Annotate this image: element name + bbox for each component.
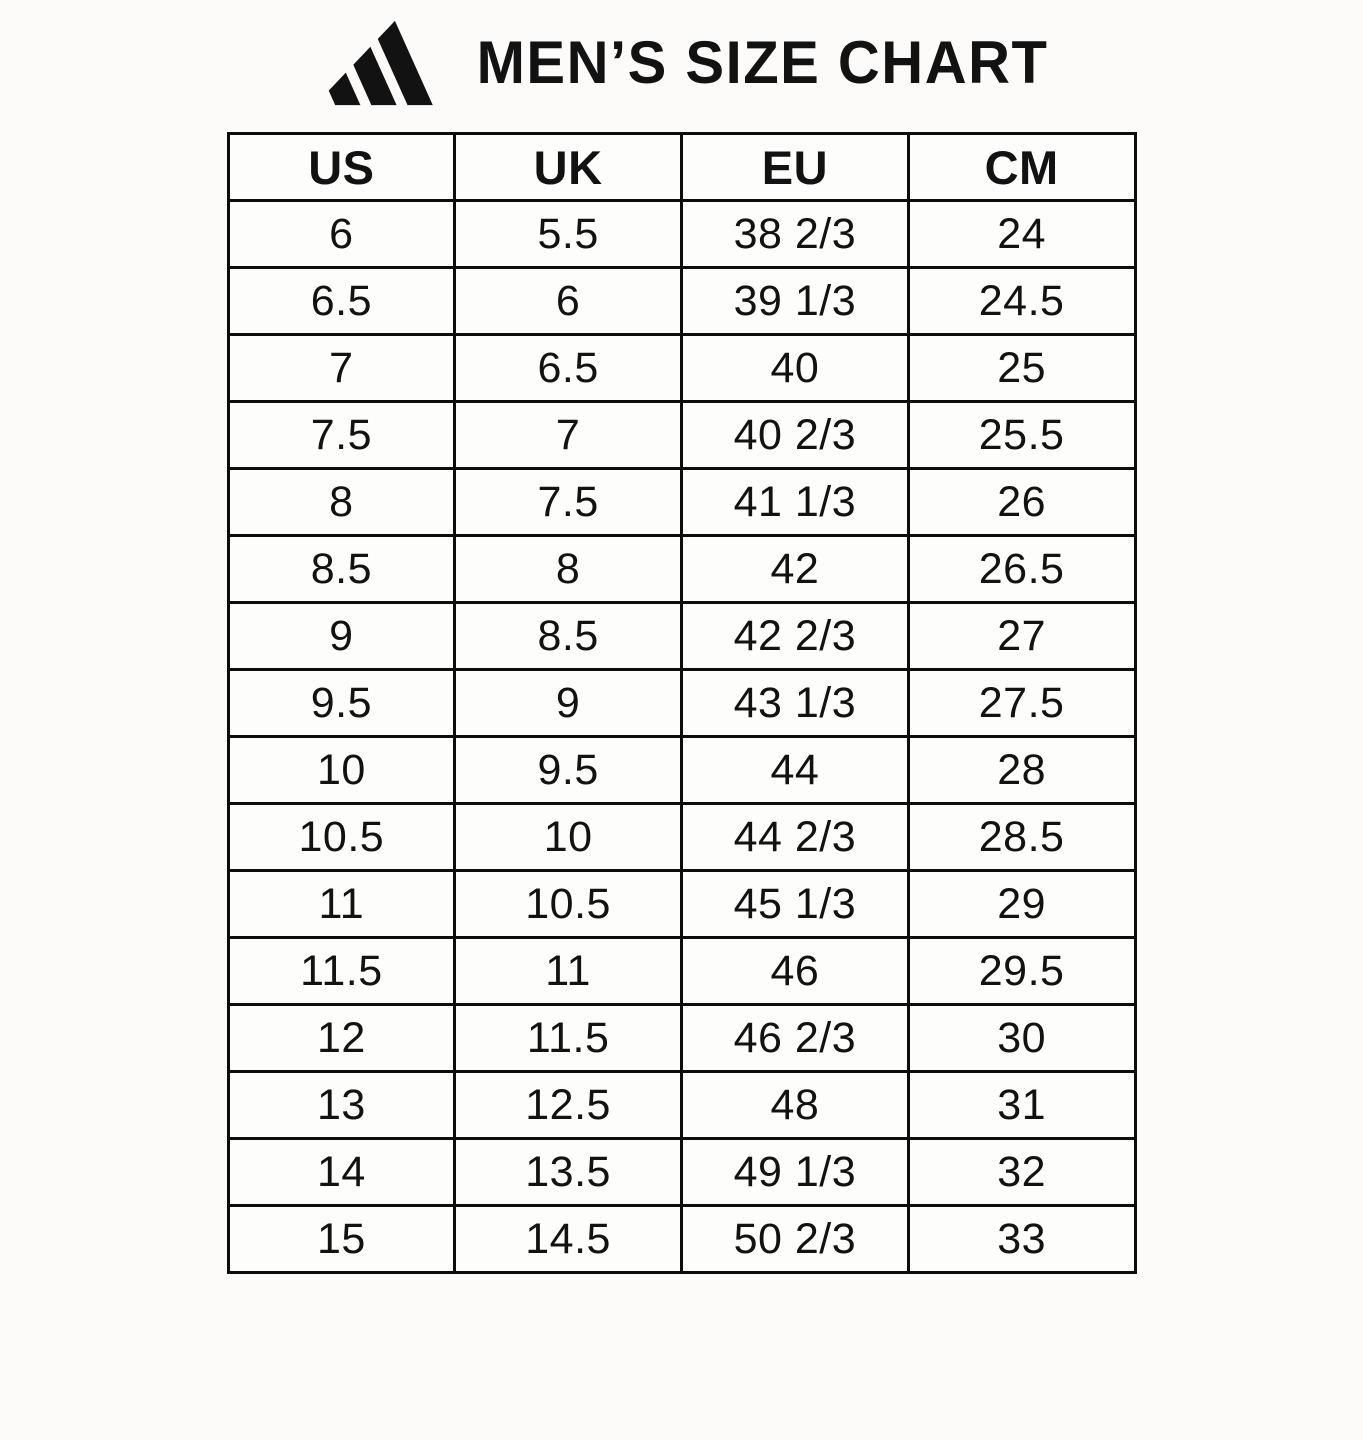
- size-cell-eu: 46 2/3: [682, 1005, 909, 1072]
- size-cell-cm: 32: [908, 1139, 1135, 1206]
- size-cell-eu: 48: [682, 1072, 909, 1139]
- table-row: [228, 1072, 1135, 1139]
- size-cell-cm: 33: [908, 1206, 1135, 1273]
- size-cell-cm: 25: [908, 335, 1135, 402]
- size-cell-eu: 41 1/3: [682, 469, 909, 536]
- header-row: [228, 134, 1135, 201]
- size-cell-uk: 8.5: [455, 603, 682, 670]
- size-cell-uk: 14.5: [455, 1206, 682, 1273]
- table-row: [228, 1005, 1135, 1072]
- size-cell-uk: 9.5: [455, 737, 682, 804]
- size-cell-uk: 6.5: [455, 335, 682, 402]
- size-cell-eu: 50 2/3: [682, 1206, 909, 1273]
- table-row: [228, 938, 1135, 1005]
- size-cell-us: 9.5: [228, 670, 455, 737]
- size-cell-us: 10: [228, 737, 455, 804]
- size-table-head: [228, 134, 1135, 201]
- size-cell-us: 7.5: [228, 402, 455, 469]
- table-row: [228, 1206, 1135, 1273]
- size-cell-cm: 28: [908, 737, 1135, 804]
- size-cell-cm: 30: [908, 1005, 1135, 1072]
- size-cell-cm: 29.5: [908, 938, 1135, 1005]
- size-cell-uk: 6: [455, 268, 682, 335]
- size-cell-cm: 24.5: [908, 268, 1135, 335]
- size-cell-eu: 44 2/3: [682, 804, 909, 871]
- size-cell-eu: 44: [682, 737, 909, 804]
- size-cell-cm: 28.5: [908, 804, 1135, 871]
- table-row: [228, 536, 1135, 603]
- size-cell-cm: 26: [908, 469, 1135, 536]
- size-cell-us: 6.5: [228, 268, 455, 335]
- table-row: [228, 670, 1135, 737]
- column-header-uk: UK: [455, 134, 682, 201]
- size-cell-us: 12: [228, 1005, 455, 1072]
- size-cell-uk: 5.5: [455, 201, 682, 268]
- column-header-eu: EU: [682, 134, 909, 201]
- size-table: [227, 132, 1137, 1274]
- size-cell-cm: 27: [908, 603, 1135, 670]
- page-title: MEN’S SIZE CHART: [476, 28, 1049, 97]
- size-cell-uk: 7: [455, 402, 682, 469]
- size-cell-cm: 31: [908, 1072, 1135, 1139]
- size-cell-us: 7: [228, 335, 455, 402]
- table-row: [228, 469, 1135, 536]
- size-cell-cm: 27.5: [908, 670, 1135, 737]
- size-cell-eu: 43 1/3: [682, 670, 909, 737]
- table-row: [228, 1139, 1135, 1206]
- size-cell-uk: 10.5: [455, 871, 682, 938]
- size-cell-us: 9: [228, 603, 455, 670]
- column-header-us: US: [228, 134, 455, 201]
- size-cell-uk: 10: [455, 804, 682, 871]
- table-row: [228, 335, 1135, 402]
- size-cell-uk: 13.5: [455, 1139, 682, 1206]
- size-table-body: [228, 201, 1135, 1273]
- size-cell-us: 8: [228, 469, 455, 536]
- size-cell-cm: 26.5: [908, 536, 1135, 603]
- size-cell-us: 15: [228, 1206, 455, 1273]
- table-row: [228, 603, 1135, 670]
- table-row: [228, 268, 1135, 335]
- column-header-cm: CM: [908, 134, 1135, 201]
- size-cell-us: 14: [228, 1139, 455, 1206]
- size-cell-us: 10.5: [228, 804, 455, 871]
- table-row: [228, 402, 1135, 469]
- size-cell-us: 8.5: [228, 536, 455, 603]
- size-cell-us: 6: [228, 201, 455, 268]
- size-cell-us: 13: [228, 1072, 455, 1139]
- size-cell-uk: 8: [455, 536, 682, 603]
- size-cell-uk: 12.5: [455, 1072, 682, 1139]
- table-row: [228, 871, 1135, 938]
- size-cell-eu: 49 1/3: [682, 1139, 909, 1206]
- size-cell-uk: 11.5: [455, 1005, 682, 1072]
- size-cell-eu: 40: [682, 335, 909, 402]
- size-cell-uk: 11: [455, 938, 682, 1005]
- size-cell-eu: 38 2/3: [682, 201, 909, 268]
- size-cell-uk: 7.5: [455, 469, 682, 536]
- size-cell-cm: 24: [908, 201, 1135, 268]
- size-cell-cm: 29: [908, 871, 1135, 938]
- size-cell-eu: 45 1/3: [682, 871, 909, 938]
- chart-header: [0, 0, 1363, 100]
- size-cell-uk: 9: [455, 670, 682, 737]
- table-row: [228, 201, 1135, 268]
- size-cell-eu: 46: [682, 938, 909, 1005]
- size-cell-us: 11.5: [228, 938, 455, 1005]
- size-cell-eu: 42 2/3: [682, 603, 909, 670]
- table-row: [228, 804, 1135, 871]
- size-cell-eu: 39 1/3: [682, 268, 909, 335]
- size-cell-eu: 40 2/3: [682, 402, 909, 469]
- size-cell-eu: 42: [682, 536, 909, 603]
- adidas-logo-icon: [315, 20, 437, 106]
- size-cell-cm: 25.5: [908, 402, 1135, 469]
- size-cell-us: 11: [228, 871, 455, 938]
- table-row: [228, 737, 1135, 804]
